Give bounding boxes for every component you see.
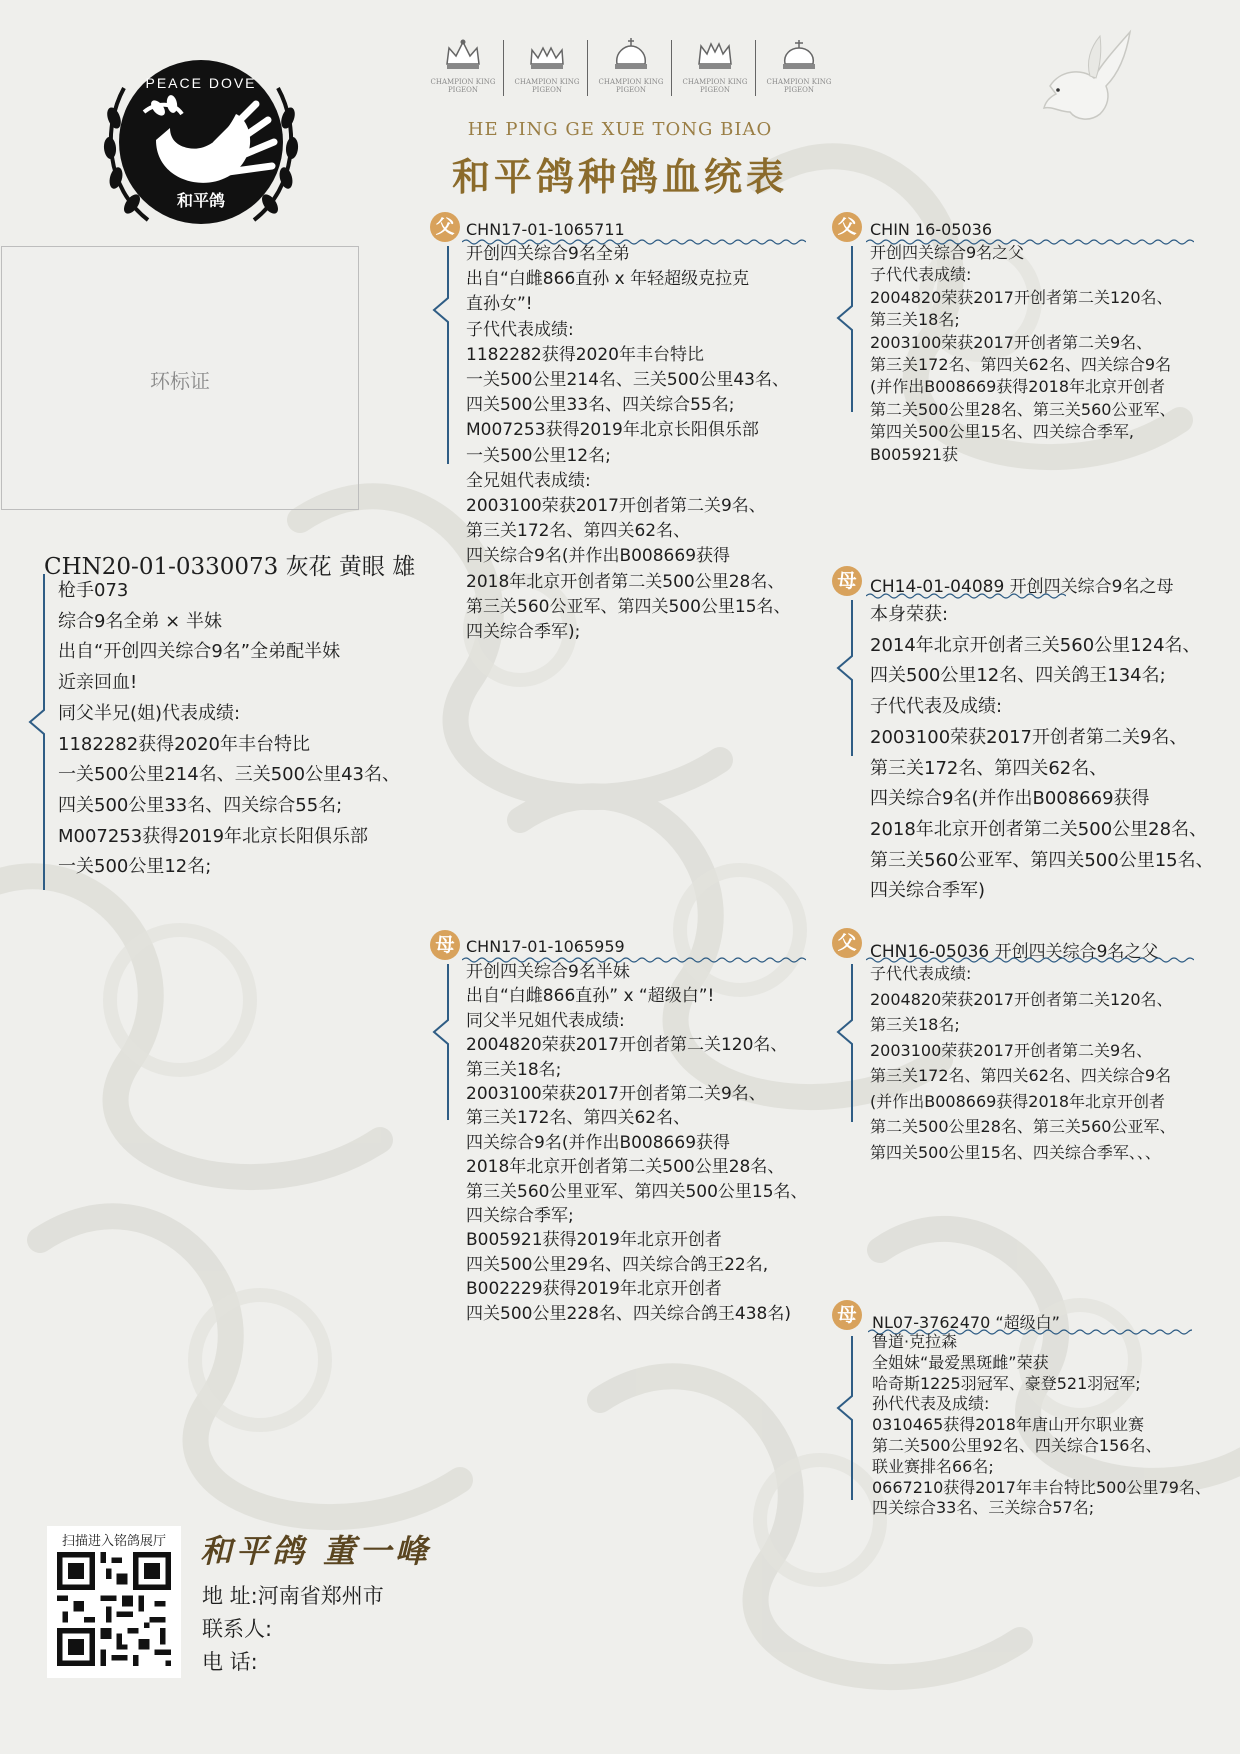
sire-details xyxy=(466,242,791,645)
detail-line: 四关综合9名(并作出B008669获得 xyxy=(870,788,1150,810)
detail-line: 1182282获得2020年丰台特比 xyxy=(58,733,310,755)
detail-line: 2004820荣获2017开创者第二关120名、 xyxy=(870,989,1173,1009)
bracket xyxy=(428,962,450,1122)
qr-label: 扫描进入铭鸽展厅 xyxy=(61,1534,166,1549)
detail-line: 全姐妹“最爱黑斑雌”荣获 xyxy=(872,1352,1049,1372)
detail-line: 四关500公里12名、四关鸽王134名; xyxy=(870,665,1166,687)
detail-line: 一关500公里214名、三关500公里43名、 xyxy=(58,764,400,786)
signature: 和平鸽 董一峰 xyxy=(200,1532,432,1570)
detail-line: 本身荣获: xyxy=(870,604,949,625)
dam-dam-details xyxy=(872,1332,1211,1519)
sire-badge: 父 xyxy=(430,212,460,242)
detail-line: 哈奇斯1225羽冠军、豪登521羽冠军; xyxy=(872,1373,1141,1393)
detail-line: 第四关500公里15名、四关综合季军、、、 xyxy=(870,1142,1161,1162)
detail-line: 开创四关综合9名全弟 xyxy=(466,244,630,264)
detail-line: 第三关172名、第四关62名、 xyxy=(466,521,691,542)
detail-line: 一关500公里12名; xyxy=(58,856,212,878)
detail-line: 2018年北京开创者第二关500公里28名、 xyxy=(466,1157,785,1178)
detail-line: 孙代代表及成绩: xyxy=(872,1394,990,1414)
detail-line: 联业赛排名66名; xyxy=(872,1456,994,1476)
detail-line: 第二关500公里28名、第三关560公亚军、 xyxy=(870,1117,1176,1136)
crown-icon: CHAMPION KING PIGEON xyxy=(761,38,837,100)
sire-dam-badge: 母 xyxy=(832,566,862,596)
sire-sire-ring-number: CHIN 16-05036 xyxy=(870,220,993,239)
detail-line: 四关500公里228名、四关综合鸽王438名) xyxy=(466,1303,791,1324)
qr-code[interactable] xyxy=(47,1526,181,1678)
detail-line: 同父半兄(姐)代表成绩: xyxy=(58,702,241,724)
page-title: 和平鸽种鸽血统表 xyxy=(451,154,788,199)
detail-line: 第二关500公里92名、四关综合156名、 xyxy=(872,1435,1162,1455)
dam-sire-badge: 父 xyxy=(832,928,862,958)
detail-line: (并作出B008669获得2018年北京开创者 xyxy=(870,377,1166,397)
detail-line: 2018年北京开创者第二关500公里28名、 xyxy=(466,571,785,592)
detail-line: 2004820荣获2017开创者第二关120名、 xyxy=(870,287,1173,307)
detail-line: 鲁道·克拉森 xyxy=(872,1332,958,1351)
detail-line: 第三关172名、第四关62名、四关综合9名 xyxy=(870,355,1172,375)
qr-code-icon xyxy=(57,1552,171,1666)
ring-certificate-box xyxy=(1,246,359,510)
detail-line: 第三关172名、第四关62名、 xyxy=(870,757,1108,779)
detail-line: 枪手073 xyxy=(58,580,129,601)
dam-sire-ring-number: CHN16-05036 开创四关综合9名之父 xyxy=(870,942,1159,962)
detail-line: 第三关560公亚军、第四关500公里15名、 xyxy=(870,849,1214,871)
detail-line: 2003100荣获2017开创者第二关9名、 xyxy=(466,1084,766,1105)
contact-person-line xyxy=(202,1613,272,1643)
dam-dam-badge: 母 xyxy=(832,1300,862,1330)
subject-details xyxy=(58,576,400,883)
detail-line: 第三关560公亚军、第四关500公里15名、 xyxy=(466,596,791,617)
detail-line: 第三关172名、第四关62名、 xyxy=(466,1108,691,1129)
sire-sire-badge: 父 xyxy=(832,212,862,242)
dam-sire-details xyxy=(870,961,1175,1165)
detail-line: 2014年北京开创者三关560公里124名、 xyxy=(870,634,1201,656)
detail-line: 子代代表及成绩: xyxy=(870,696,1003,718)
detail-line: 第三关18名; xyxy=(870,310,960,330)
detail-line: 综合9名全弟 × 半妹 xyxy=(58,610,222,632)
logo-text: PEACE DOVE xyxy=(145,75,257,91)
address-value: 河南省郑州市 xyxy=(257,1584,384,1608)
detail-line: 同父半兄姐代表成绩: xyxy=(466,1010,625,1031)
detail-line: M007253获得2019年北京长阳俱乐部 xyxy=(58,825,369,847)
bracket xyxy=(24,572,46,892)
crown-emblems xyxy=(425,38,845,100)
detail-line: 全兄姐代表成绩: xyxy=(466,470,591,491)
detail-line: 四关综合33名、三关综合57名; xyxy=(872,1498,1095,1518)
peace-dove-logo xyxy=(96,48,306,236)
dam-ring-number: CHN17-01-1065959 xyxy=(466,937,625,956)
ring-certificate-label: 环标证 xyxy=(150,369,210,393)
detail-line: B005921获得2019年北京开创者 xyxy=(466,1230,722,1251)
detail-line: 四关综合季军; xyxy=(466,1206,574,1227)
detail-line: 0667210获得2017年丰台特比500公里79名、 xyxy=(872,1477,1211,1497)
bracket xyxy=(832,962,854,1124)
detail-line: 一关500公里214名、三关500公里43名、 xyxy=(466,370,789,391)
detail-line: B005921获 xyxy=(870,444,959,464)
address-line xyxy=(202,1580,384,1610)
contact-label: 联系人: xyxy=(202,1617,273,1641)
dam-dam-ring-number: NL07-3762470 “超级白” xyxy=(872,1313,1060,1332)
subject-title: CHN20-01-0330073 灰花 黄眼 雄 xyxy=(44,554,416,580)
sire-ring-number: CHN17-01-1065711 xyxy=(466,220,625,239)
detail-line: 子代代表成绩: xyxy=(466,319,574,340)
detail-line: 1182282获得2020年丰台特比 xyxy=(466,344,704,365)
detail-line: 四关综合季军); xyxy=(466,622,581,643)
detail-line: 2003100荣获2017开创者第二关9名、 xyxy=(466,496,766,517)
detail-line: 2003100荣获2017开创者第二关9名、 xyxy=(870,332,1153,352)
crown-icon: CHAMPION KING PIGEON xyxy=(593,38,669,100)
crown-icon: CHAMPION KING PIGEON xyxy=(677,38,753,100)
detail-line: 第三关18名; xyxy=(466,1059,562,1080)
detail-line: 2018年北京开创者第二关500公里28名、 xyxy=(870,818,1208,840)
detail-line: 第二关500公里28名、第三关560公亚军、 xyxy=(870,399,1176,419)
detail-line: (并作出B008669获得2018年北京开创者 xyxy=(870,1091,1166,1111)
detail-line: 一关500公里12名; xyxy=(466,445,611,466)
detail-line: 2003100荣获2017开创者第二关9名、 xyxy=(870,726,1188,748)
detail-line: 第四关500公里15名、四关综合季军, xyxy=(870,422,1134,442)
detail-line: 近亲回血! xyxy=(58,672,138,694)
sire-dam-ring-number: CH14-01-04089 开创四关综合9名之母 xyxy=(870,577,1174,597)
phone-line xyxy=(202,1646,258,1676)
bracket xyxy=(832,598,854,758)
detail-line: 四关综合季军) xyxy=(870,880,986,902)
detail-line: 四关综合9名(并作出B008669获得 xyxy=(466,1132,731,1153)
detail-line: 2003100荣获2017开创者第二关9名、 xyxy=(870,1040,1153,1060)
bracket xyxy=(428,244,450,466)
detail-line: B002229获得2019年北京开创者 xyxy=(466,1279,722,1300)
detail-line: 直孙女”! xyxy=(466,294,533,315)
detail-line: 2004820荣获2017开创者第二关120名、 xyxy=(466,1035,788,1056)
detail-line: 开创四关综合9名半妹 xyxy=(466,962,630,982)
detail-line: M007253获得2019年北京长阳俱乐部 xyxy=(466,420,759,441)
dam-details xyxy=(466,960,808,1326)
detail-line: 0310465获得2018年唐山开尔职业赛 xyxy=(872,1415,1144,1435)
address-label: 地 址: xyxy=(202,1584,258,1608)
detail-line: 出自“开创四关综合9名”全弟配半妹 xyxy=(58,641,341,663)
detail-line: 第三关172名、第四关62名、四关综合9名 xyxy=(870,1066,1172,1085)
crown-icon: CHAMPION KING PIGEON xyxy=(509,38,585,100)
detail-line: 四关500公里33名、四关综合55名; xyxy=(58,794,343,816)
pinyin-title: HE PING GE XUE TONG BIAO xyxy=(467,119,773,140)
detail-line: 四关500公里33名、四关综合55名; xyxy=(466,395,735,416)
dove-icon xyxy=(1030,26,1134,124)
wavy-underline xyxy=(866,592,1066,600)
detail-line: 第三关18名; xyxy=(870,1015,960,1034)
detail-line: 第三关560公里亚军、第四关500公里15名、 xyxy=(466,1181,808,1202)
detail-line: 出自“白雌866直孙” x “超级白”! xyxy=(466,986,715,1007)
bracket xyxy=(832,1334,854,1502)
logo-chinese-text: 和平鸽 xyxy=(176,191,226,210)
detail-line: 子代代表成绩: xyxy=(870,265,972,285)
phone-label: 电 话: xyxy=(202,1650,258,1674)
crown-icon: CHAMPION KING PIGEON xyxy=(425,38,501,100)
dam-badge: 母 xyxy=(430,930,460,960)
detail-line: 子代代表成绩: xyxy=(870,964,972,983)
detail-line: 出自“白雌866直孙 x 年轻超级克拉克 xyxy=(466,269,750,290)
sire-dam-details xyxy=(870,600,1214,907)
detail-line: 四关500公里29名、四关综合鸽王22名, xyxy=(466,1254,769,1275)
sire-sire-details xyxy=(870,242,1175,466)
detail-line: 开创四关综合9名之父 xyxy=(870,243,1025,262)
bracket xyxy=(832,244,854,414)
detail-line: 四关综合9名(并作出B008669获得 xyxy=(466,546,731,567)
